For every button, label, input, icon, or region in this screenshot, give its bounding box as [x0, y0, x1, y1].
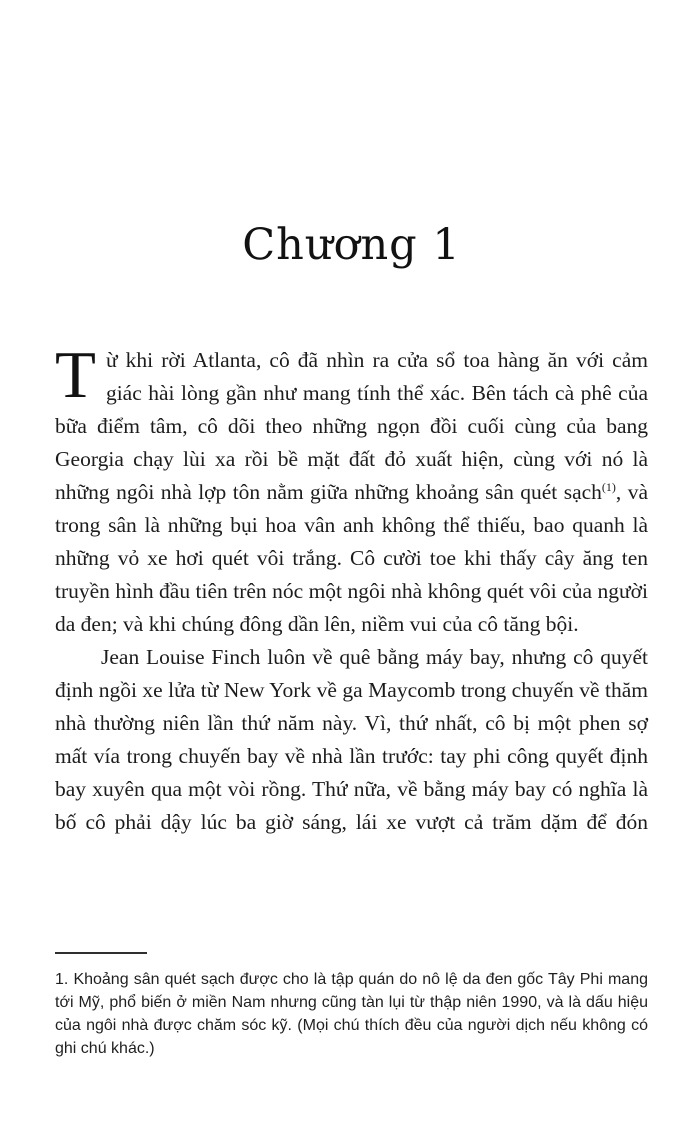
- footnote-section: [55, 952, 648, 1060]
- dropcap: T: [55, 338, 96, 412]
- paragraph-second: Jean Louise Finch luôn về quê bằng máy bay, nhưng cô quyết định ngồi xe lửa từ New York về ga Maycomb trong chuyến về thăm nhà thường niên lần thứ năm này. Vì, thứ nhất, cô bị một phen sợ mất vía trong chuyến bay về nhà lần trước: tay phi công quyết định bay xuyên qua một vòi rồng. Thứ nữa, về bằng máy bay có nghĩa là bố cô phải dậy lúc ba giờ sáng, lái xe vượt cả trăm dặm để đón: [55, 645, 648, 834]
- footnote-text: 1. Khoảng sân quét sạch được cho là tập quán do nô lệ da đen gốc Tây Phi mang tới Mỹ, phổ biến ở miền Nam nhưng cũng tàn lụi từ thập niên 1990, và là dấu hiệu của ngôi nhà được chăm sóc kỹ. (Mọi chú thích đều của người dịch nếu không có ghi chú khác.): [55, 971, 648, 1057]
- footnote-reference: (1): [601, 479, 616, 494]
- chapter-title: Chương 1: [242, 220, 461, 270]
- paragraph-first-text-pre: ừ khi rời Atlanta, cô đã nhìn ra cửa sổ toa hàng ăn với cảm giác hài lòng gần như mang tính thể xác. Bên tách cà phê của bữa điểm tâm, cô dõi theo những ngọn đồi cuối cùng của bang Georgia chạy lùi xa rồi bề mặt đất đỏ xuất hiện, cùng với nó là những ngôi nhà lợp tôn nằm giữa những khoảng sân quét sạch: [55, 348, 648, 504]
- paragraph-first-text-post: , và trong sân là những bụi hoa vân anh không thể thiếu, bao quanh là những vỏ xe hơi quét vôi trắng. Cô cười toe khi thấy cây ăng ten truyền hình đầu tiên trên nóc một ngôi nhà không quét vôi của người da đen; và khi chúng đông dần lên, niềm vui của cô tăng bội.: [55, 480, 648, 636]
- footnote-divider: [55, 952, 147, 954]
- paragraph-first: [55, 338, 648, 641]
